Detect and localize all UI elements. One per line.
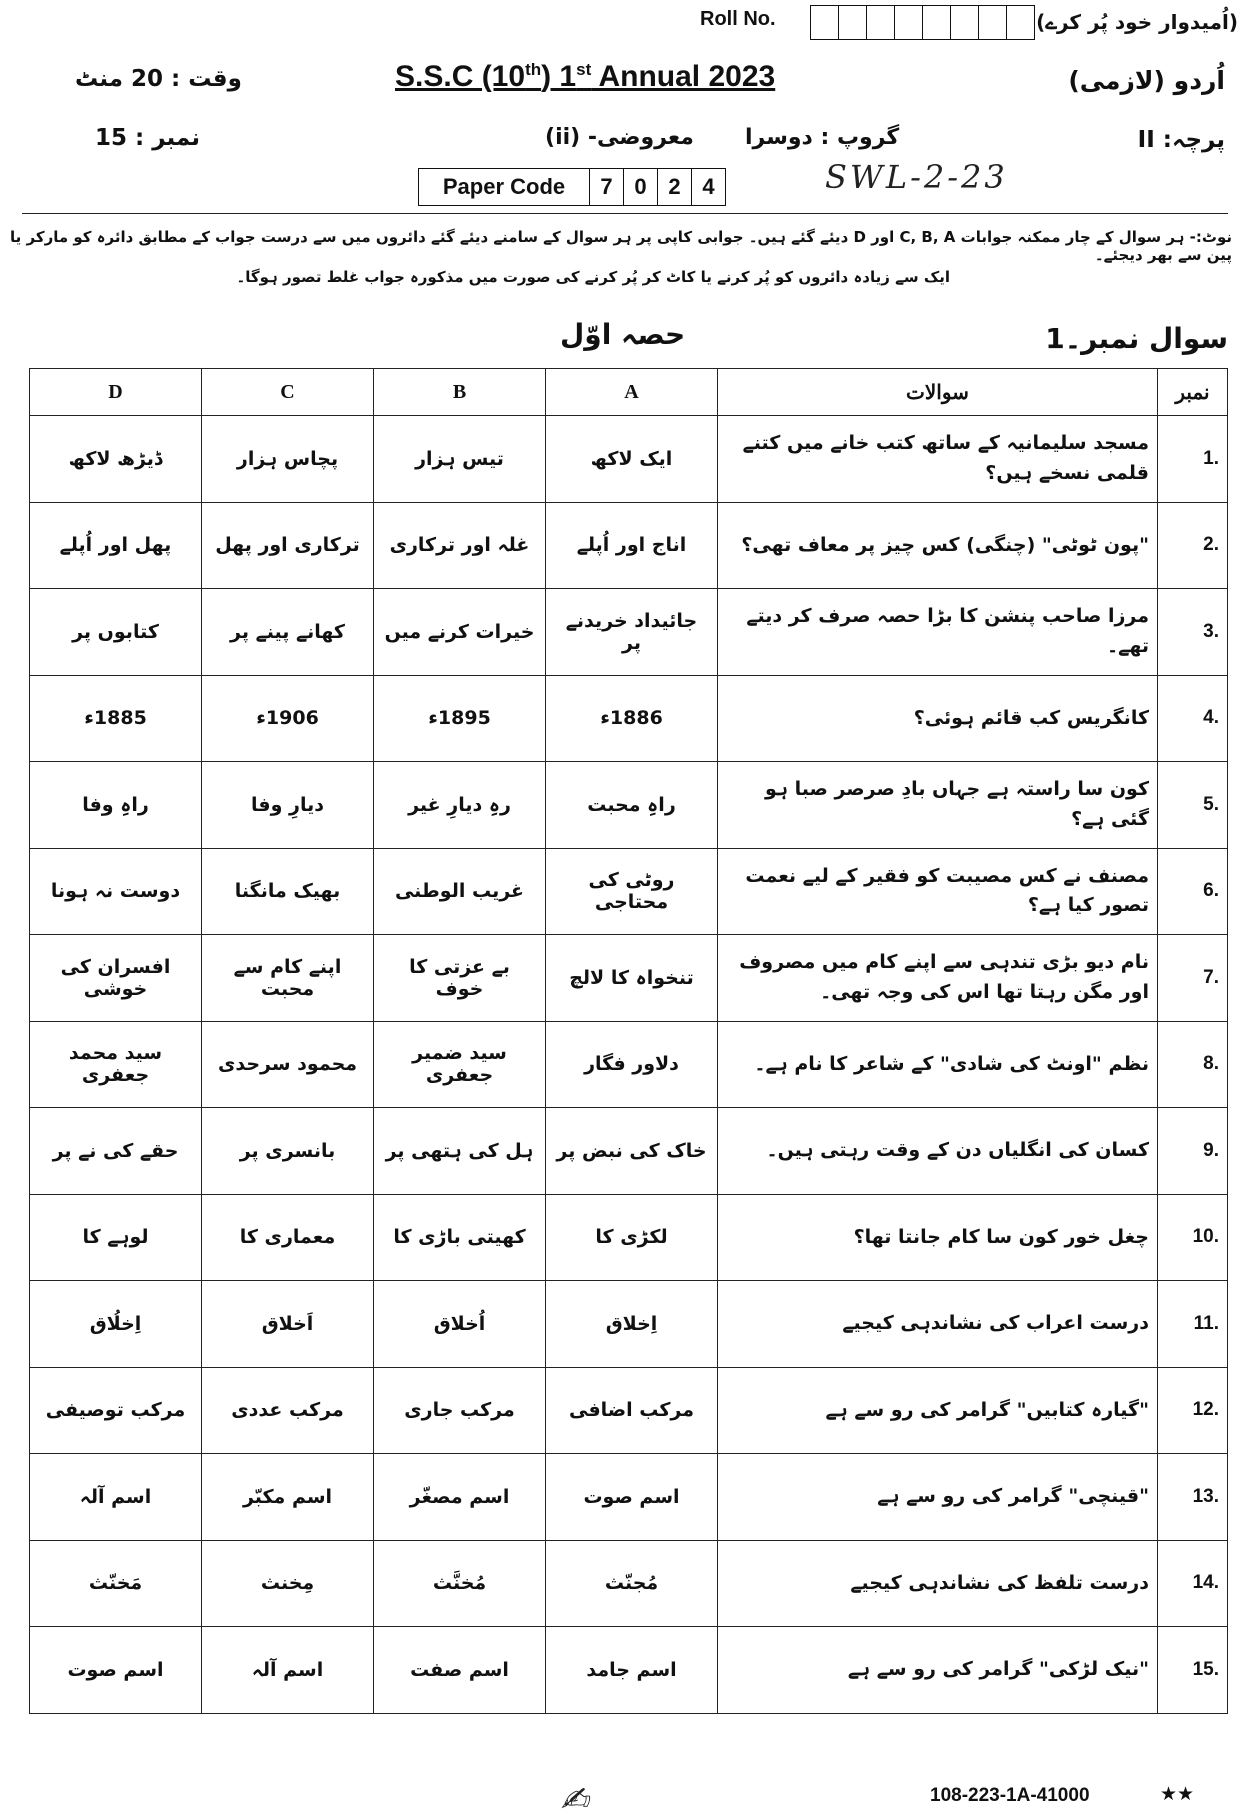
option-c: ترکاری اور پھل xyxy=(202,502,374,589)
paper-code-label: Paper Code xyxy=(419,169,590,205)
option-b: کھیتی باڑی کا xyxy=(374,1194,546,1281)
table-row xyxy=(30,502,1228,589)
total-marks: نمبر : 15 xyxy=(95,125,200,151)
option-d: حقے کی نے پر xyxy=(30,1108,202,1195)
instruction-note-line-2: ایک سے زیادہ دائروں کو پُر کرنے یا کاٹ کر پُر کرنے کی صورت میں مذکورہ جواب غلط تصور ہوگا۔ xyxy=(236,268,950,286)
option-c: بھیک مانگنا xyxy=(202,848,374,935)
table-header-row xyxy=(30,369,1228,416)
question-number: 9. xyxy=(1158,1108,1228,1195)
question-text: درست اعراب کی نشاندہی کیجیے xyxy=(718,1281,1158,1368)
question-text: "نیک لڑکی" گرامر کی رو سے ہے xyxy=(718,1627,1158,1714)
footer-stars: ★★ xyxy=(1160,1783,1195,1805)
option-c: اسم آلہ xyxy=(202,1627,374,1714)
mcq-table xyxy=(29,368,1228,1714)
roll-number-label: Roll No. xyxy=(700,8,776,30)
option-a: خاک کی نبض پر xyxy=(546,1108,718,1195)
question-text: کون سا راستہ ہے جہاں بادِ صرصر صبا ہو گئی ہے؟ xyxy=(718,762,1158,849)
option-c: کھانے پینے پر xyxy=(202,589,374,676)
option-a: مرکب اضافی xyxy=(546,1367,718,1454)
question-text: "پون ٹوٹی" (چنگی) کس چیز پر معاف تھی؟ xyxy=(718,502,1158,589)
roll-digit-box[interactable] xyxy=(951,6,979,39)
option-a: اسم صوت xyxy=(546,1454,718,1541)
option-a: جائیداد خریدنے پر xyxy=(546,589,718,676)
header-divider xyxy=(22,213,1228,214)
exam-title xyxy=(395,60,775,94)
question-number: 1. xyxy=(1158,416,1228,503)
option-d: اسم صوت xyxy=(30,1627,202,1714)
exam-title-mid: ) 1 xyxy=(541,60,577,93)
roll-number-boxes[interactable] xyxy=(810,5,1035,40)
option-b: سید ضمیر جعفری xyxy=(374,1021,546,1108)
option-b: غریب الوطنی xyxy=(374,848,546,935)
table-row xyxy=(30,1194,1228,1281)
table-row xyxy=(30,589,1228,676)
option-d: اِخلُاق xyxy=(30,1281,202,1368)
option-c: اَخلاق xyxy=(202,1281,374,1368)
subject-title: اُردو (لازمی) xyxy=(1068,66,1225,95)
column-header-a: A xyxy=(546,369,718,416)
question-number: 8. xyxy=(1158,1021,1228,1108)
exam-title-end: Annual 2023 xyxy=(591,60,776,93)
option-b: تیس ہزار xyxy=(374,416,546,503)
option-b: مرکب جاری xyxy=(374,1367,546,1454)
roll-digit-box[interactable] xyxy=(979,6,1007,39)
option-c: بانسری پر xyxy=(202,1108,374,1195)
question-text: درست تلفظ کی نشاندہی کیجیے xyxy=(718,1540,1158,1627)
question-text: کانگریس کب قائم ہوئی؟ xyxy=(718,675,1158,762)
column-header-d: D xyxy=(30,369,202,416)
table-row xyxy=(30,1021,1228,1108)
option-c: مِخنث xyxy=(202,1540,374,1627)
option-a: روٹی کی محتاجی xyxy=(546,848,718,935)
exam-title-main: S.S.C (10 xyxy=(395,60,526,93)
option-b: اُخلاق xyxy=(374,1281,546,1368)
paper-code-digit: 4 xyxy=(702,174,715,199)
question-text: "قینچی" گرامر کی رو سے ہے xyxy=(718,1454,1158,1541)
option-b: ہل کی ہتھی پر xyxy=(374,1108,546,1195)
paper-code-box xyxy=(418,168,726,206)
column-header-questions: سوالات xyxy=(718,369,1158,416)
signature: ✍︎ xyxy=(560,1780,589,1820)
paper-code-digit: 2 xyxy=(658,169,692,205)
question-number: 14. xyxy=(1158,1540,1228,1627)
question-number: 5. xyxy=(1158,762,1228,849)
option-a: مُجنّث xyxy=(546,1540,718,1627)
column-header-b: B xyxy=(374,369,546,416)
question-text: چغل خور کون سا کام جانتا تھا؟ xyxy=(718,1194,1158,1281)
exam-title-sup-st: st xyxy=(576,60,592,79)
question-number: 13. xyxy=(1158,1454,1228,1541)
question-text: مصنف نے کس مصیبت کو فقیر کے لیے نعمت تصور کیا ہے؟ xyxy=(718,848,1158,935)
question-number: 10. xyxy=(1158,1194,1228,1281)
option-b: مُخنَّث xyxy=(374,1540,546,1627)
question-number: 6. xyxy=(1158,848,1228,935)
table-row xyxy=(30,1627,1228,1714)
option-d: ڈیڑھ لاکھ xyxy=(30,416,202,503)
option-d: سید محمد جعفری xyxy=(30,1021,202,1108)
roll-digit-box[interactable] xyxy=(811,6,839,39)
table-row xyxy=(30,1281,1228,1368)
question-number: 3. xyxy=(1158,589,1228,676)
option-a: راہِ محبت xyxy=(546,762,718,849)
question-number: 12. xyxy=(1158,1367,1228,1454)
table-row xyxy=(30,1367,1228,1454)
option-b: اسم صفت xyxy=(374,1627,546,1714)
option-c: دیارِ وفا xyxy=(202,762,374,849)
option-c: پچاس ہزار xyxy=(202,416,374,503)
option-b: رہِ دیارِ غیر xyxy=(374,762,546,849)
table-row xyxy=(30,848,1228,935)
option-d: کتابوں پر xyxy=(30,589,202,676)
question-text: نام دیو بڑی تندہی سے اپنے کام میں مصروف اور مگن رہتا تھا اس کی وجہ تھی۔ xyxy=(718,935,1158,1022)
candidate-fill-note: (اُمیدوار خود پُر کرے) xyxy=(1036,10,1238,34)
question-text: مرزا صاحب پنشن کا بڑا حصہ صرف کر دیتے تھے۔ xyxy=(718,589,1158,676)
option-c: محمود سرحدی xyxy=(202,1021,374,1108)
table-row xyxy=(30,762,1228,849)
column-header-number: نمبر xyxy=(1158,369,1228,416)
question-text: نظم "اونٹ کی شادی" کے شاعر کا نام ہے۔ xyxy=(718,1021,1158,1108)
table-row xyxy=(30,1108,1228,1195)
question-number-label: سوال نمبر۔1 xyxy=(1045,322,1228,355)
time-allowed: وقت : 20 منٹ xyxy=(75,66,242,92)
option-d: راہِ وفا xyxy=(30,762,202,849)
option-d: پھل اور اُپلے xyxy=(30,502,202,589)
option-d: مَخنّث xyxy=(30,1540,202,1627)
option-d: افسران کی خوشی xyxy=(30,935,202,1022)
option-c: اسم مکبّر xyxy=(202,1454,374,1541)
option-a: اناج اور اُپلے xyxy=(546,502,718,589)
option-d: لوہے کا xyxy=(30,1194,202,1281)
option-b: بے عزتی کا خوف xyxy=(374,935,546,1022)
roll-digit-box[interactable] xyxy=(867,6,895,39)
roll-digit-box[interactable] xyxy=(895,6,923,39)
option-d: اسم آلہ xyxy=(30,1454,202,1541)
question-text: کسان کی انگلیاں دن کے وقت رہتی ہیں۔ xyxy=(718,1108,1158,1195)
table-row xyxy=(30,416,1228,503)
question-text: مسجد سلیمانیہ کے ساتھ کتب خانے میں کتنے قلمی نسخے ہیں؟ xyxy=(718,416,1158,503)
roll-digit-box[interactable] xyxy=(1007,6,1034,39)
question-number: 7. xyxy=(1158,935,1228,1022)
option-d: مرکب توصیفی xyxy=(30,1367,202,1454)
table-row xyxy=(30,935,1228,1022)
group-label: گروپ : دوسرا xyxy=(745,125,900,150)
question-text: "گیارہ کتابیں" گرامر کی رو سے ہے xyxy=(718,1367,1158,1454)
instruction-note-line-1: نوٹ:- ہر سوال کے چار ممکنہ جوابات C, B, A اور D دیئے گئے ہیں۔ جوابی کاپی پر ہر سوال کے سامنے دیئے گئے دائروں میں سے درست جواب کے مطابق دائرہ کو مارکر یا پین سے بھر دیجئے۔ xyxy=(10,228,1232,264)
table-row xyxy=(30,675,1228,762)
option-b: خیرات کرنے میں xyxy=(374,589,546,676)
section-label: حصہ اوّل xyxy=(560,318,686,351)
question-number: 11. xyxy=(1158,1281,1228,1368)
option-c: اپنے کام سے محبت xyxy=(202,935,374,1022)
table-row xyxy=(30,1540,1228,1627)
option-a: 1886ء xyxy=(546,675,718,762)
paper-code-digit: 0 xyxy=(624,169,658,205)
objective-label: معروضی- (ii) xyxy=(545,125,694,150)
roll-digit-box[interactable] xyxy=(923,6,951,39)
option-a: اسم جامد xyxy=(546,1627,718,1714)
handwritten-paper-code: SWL-2-23 xyxy=(825,158,1008,196)
option-b: اسم مصغّر xyxy=(374,1454,546,1541)
column-header-c: C xyxy=(202,369,374,416)
option-a: لکڑی کا xyxy=(546,1194,718,1281)
question-number: 2. xyxy=(1158,502,1228,589)
question-number: 4. xyxy=(1158,675,1228,762)
paper-number: پرچہ: II xyxy=(1137,127,1225,153)
option-d: 1885ء xyxy=(30,675,202,762)
table-row xyxy=(30,1454,1228,1541)
option-c: معماری کا xyxy=(202,1194,374,1281)
option-d: دوست نہ ہونا xyxy=(30,848,202,935)
option-b: 1895ء xyxy=(374,675,546,762)
roll-digit-box[interactable] xyxy=(839,6,867,39)
option-a: ایک لاکھ xyxy=(546,416,718,503)
option-c: 1906ء xyxy=(202,675,374,762)
exam-title-sup-th: th xyxy=(525,60,542,79)
option-a: تنخواہ کا لالچ xyxy=(546,935,718,1022)
option-b: غلہ اور ترکاری xyxy=(374,502,546,589)
question-number: 15. xyxy=(1158,1627,1228,1714)
option-c: مرکب عددی xyxy=(202,1367,374,1454)
option-a: اِخلاق xyxy=(546,1281,718,1368)
footer-print-code: 108-223-1A-41000 xyxy=(930,1785,1090,1806)
paper-code-digit: 7 xyxy=(590,169,624,205)
option-a: دلاور فگار xyxy=(546,1021,718,1108)
